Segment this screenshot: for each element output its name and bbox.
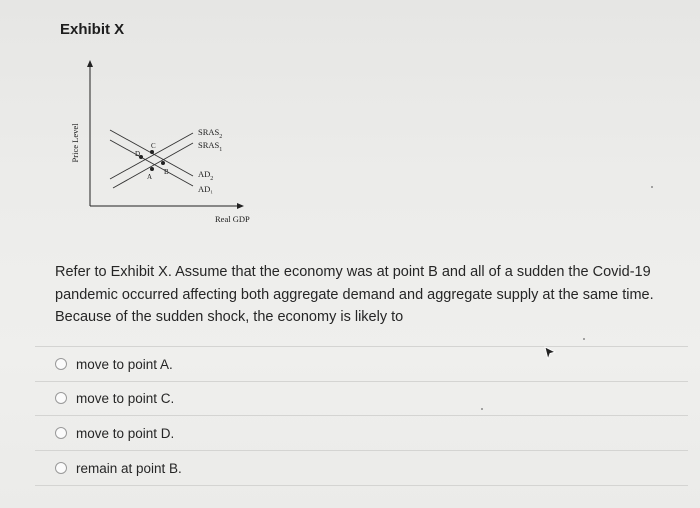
point-b [161, 161, 165, 165]
radio-button[interactable] [55, 462, 67, 474]
x-axis-arrow [237, 203, 244, 209]
sras2-label: $SRAS_2$ [198, 127, 223, 140]
answer-option-a[interactable] [55, 354, 173, 374]
point-a [150, 167, 154, 171]
divider [35, 415, 688, 416]
divider [35, 346, 688, 347]
point-b-label: B [164, 168, 169, 176]
answer-option-d[interactable] [55, 458, 182, 478]
point-a-label: A [147, 173, 153, 181]
ad1-label: AD₁ [198, 184, 214, 194]
answer-option-c[interactable] [55, 423, 174, 443]
y-axis-label: Price Level [70, 123, 80, 163]
ad2-label: $AD_2$ [198, 169, 214, 182]
answer-option-label: move to point C. [76, 390, 175, 406]
divider [35, 381, 688, 382]
x-axis-label: Real GDP [215, 214, 250, 224]
answer-option-b[interactable] [55, 388, 174, 408]
answer-option-label: move to point A. [76, 356, 173, 372]
exhibit-title: Exhibit X [60, 21, 125, 38]
radio-button[interactable] [55, 427, 67, 439]
sras1-label: $SRAS_1$ [198, 140, 223, 153]
point-c-label: C [151, 142, 156, 150]
question-text: Refer to Exhibit X. Assume that the economy was at point B and all of a sudden the Covid-19 pandemic occurred affecting both aggregate demand and aggregate supply at the same time. Because of the sudden shock, the economy is likely to [55, 264, 654, 325]
y-axis-arrow [87, 60, 93, 67]
radio-button[interactable] [55, 358, 67, 370]
mouse-cursor-icon [544, 346, 556, 365]
as-ad-graph [60, 55, 270, 235]
divider [35, 485, 688, 486]
point-c [150, 150, 154, 154]
as-ad-graph-svg [60, 55, 270, 235]
answer-option-label: move to point D. [76, 425, 175, 441]
divider [35, 450, 688, 451]
point-d-label: D [135, 150, 141, 158]
radio-button[interactable] [55, 392, 67, 404]
answer-option-label: remain at point B. [76, 460, 182, 476]
